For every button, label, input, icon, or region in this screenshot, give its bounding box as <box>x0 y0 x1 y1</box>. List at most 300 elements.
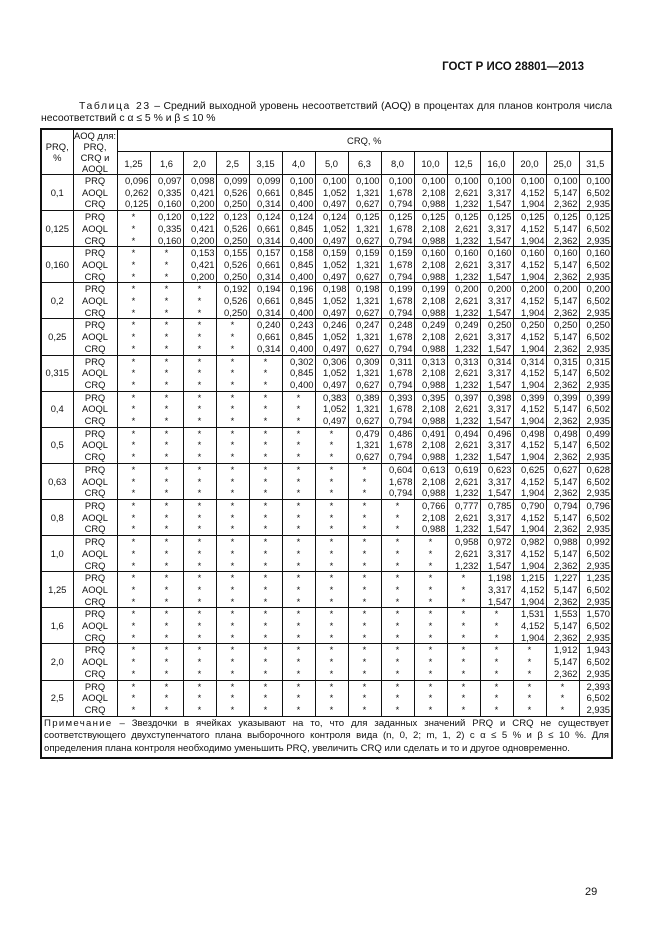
table-cell: 6,502 <box>579 620 612 632</box>
row-label: PRQ <box>73 283 117 295</box>
table-cell: * <box>414 608 447 620</box>
table-cell: * <box>150 487 183 499</box>
table-cell: 0,988 <box>414 235 447 247</box>
prq-value: 0,25 <box>41 319 73 355</box>
table-cell: * <box>315 476 348 488</box>
table-cell: * <box>150 463 183 475</box>
table-cell: 2,362 <box>546 596 579 608</box>
crq-column-header: 25,0 <box>546 152 579 175</box>
table-cell: 0,661 <box>249 187 282 199</box>
table-cell: * <box>117 391 150 403</box>
table-cell: 3,317 <box>480 512 513 524</box>
table-cell: * <box>117 608 150 620</box>
table-cell: * <box>348 499 381 511</box>
table-cell: * <box>249 403 282 415</box>
table-cell: * <box>117 499 150 511</box>
table-cell: 1,678 <box>381 367 414 379</box>
row-label: CRQ <box>84 487 106 499</box>
row-label: AOQL <box>81 692 109 704</box>
table-cell: 2,935 <box>579 704 612 716</box>
table-cell: 2,362 <box>546 379 579 391</box>
table-cell: * <box>315 451 348 463</box>
table-cell: * <box>348 548 381 560</box>
table-cell: * <box>183 499 216 511</box>
table-cell: * <box>249 608 282 620</box>
prq-value: 0,125 <box>41 211 73 247</box>
table-cell: 2,621 <box>447 259 480 271</box>
table-cell: 0,988 <box>546 536 579 548</box>
table-cell: * <box>315 499 348 511</box>
table-cell: 6,502 <box>579 331 612 343</box>
table-cell: 5,147 <box>546 548 579 560</box>
table-cell: * <box>447 656 480 668</box>
table-cell: * <box>216 403 249 415</box>
prq-value: 2,5 <box>41 680 73 716</box>
table-cell: 2,362 <box>546 487 579 499</box>
table-cell: 1,531 <box>513 608 546 620</box>
table-row <box>41 499 612 511</box>
table-cell: 0,627 <box>348 343 381 355</box>
table-cell: 0,604 <box>381 463 414 475</box>
row-label: PRQ <box>73 247 117 259</box>
table-cell: * <box>381 523 414 535</box>
row-label: CRQ <box>84 595 106 607</box>
table-cell: 0,992 <box>579 536 612 548</box>
row-label: AOQL <box>81 331 109 343</box>
table-cell: * <box>183 451 216 463</box>
table-cell: 0,199 <box>414 283 447 295</box>
table-cell: * <box>315 668 348 680</box>
row-label: AOQL <box>81 656 109 668</box>
table-cell: 0,988 <box>414 523 447 535</box>
table-cell: * <box>282 439 315 451</box>
table-cell: * <box>480 656 513 668</box>
table-cell: * <box>216 319 249 331</box>
table-cell: 0,200 <box>513 283 546 295</box>
table-row <box>41 211 612 223</box>
table-cell: * <box>414 644 447 656</box>
table-cell: 1,052 <box>315 259 348 271</box>
table-cell: * <box>282 620 315 632</box>
prq-value: 1,6 <box>41 608 73 644</box>
table-cell: 1,321 <box>348 223 381 235</box>
table-cell: * <box>150 668 183 680</box>
prq-column-header: PRQ, % <box>41 129 73 175</box>
crq-column-header: 2,0 <box>183 152 216 175</box>
table-cell: 0,972 <box>480 536 513 548</box>
table-cell: 1,678 <box>381 187 414 199</box>
table-cell: * <box>216 451 249 463</box>
table-cell: * <box>414 560 447 572</box>
table-cell: 2,108 <box>414 512 447 524</box>
table-cell: * <box>315 572 348 584</box>
table-cell: 0,794 <box>546 499 579 511</box>
table-cell: * <box>282 391 315 403</box>
table-cell: 4,152 <box>513 548 546 560</box>
table-cell: 5,147 <box>546 223 579 235</box>
table-cell: 1,547 <box>480 343 513 355</box>
table-cell: * <box>183 343 216 355</box>
table-cell: 0,399 <box>546 391 579 403</box>
table-cell: 3,317 <box>480 548 513 560</box>
table-cell: 2,621 <box>447 548 480 560</box>
crq-column-header: 4,0 <box>282 152 315 175</box>
table-cell: 3,317 <box>480 295 513 307</box>
table-cell: * <box>249 704 282 716</box>
table-cell: 0,196 <box>282 283 315 295</box>
table-cell: 0,315 <box>546 355 579 367</box>
row-label: AOQL <box>81 583 109 595</box>
table-cell: * <box>249 487 282 499</box>
table-cell: 2,108 <box>414 187 447 199</box>
crq-column-header: 2,5 <box>216 152 249 175</box>
table-cell: 2,621 <box>447 512 480 524</box>
table-cell: * <box>348 608 381 620</box>
table-cell: * <box>381 656 414 668</box>
table-cell: 2,935 <box>579 379 612 391</box>
table-cell: * <box>447 704 480 716</box>
table-cell: * <box>216 536 249 548</box>
table-cell: * <box>249 463 282 475</box>
table-cell: 0,125 <box>117 198 150 210</box>
table-cell: 4,152 <box>513 620 546 632</box>
table-cell: 0,243 <box>282 319 315 331</box>
row-label: PRQ <box>73 175 117 187</box>
table-row <box>41 476 612 488</box>
table-cell: * <box>414 536 447 548</box>
table-cell: 3,317 <box>480 367 513 379</box>
table-cell: * <box>282 584 315 596</box>
table-cell: 0,526 <box>216 223 249 235</box>
table-cell: 5,147 <box>546 439 579 451</box>
row-label: PRQ <box>73 463 117 475</box>
table-cell: * <box>249 379 282 391</box>
table-cell: 1,904 <box>513 487 546 499</box>
prq-value: 0,4 <box>41 391 73 427</box>
table-cell: 1,570 <box>579 608 612 620</box>
table-cell: 0,497 <box>315 307 348 319</box>
table-cell: * <box>414 692 447 704</box>
table-cell: * <box>117 644 150 656</box>
row-label: AOQL <box>81 295 109 307</box>
table-cell: * <box>183 319 216 331</box>
table-cell: * <box>183 283 216 295</box>
table-cell: 0,314 <box>249 198 282 210</box>
table-cell: * <box>348 680 381 692</box>
table-cell: 6,502 <box>579 548 612 560</box>
table-cell: 2,362 <box>546 198 579 210</box>
table-cell: 0,619 <box>447 463 480 475</box>
table-cell: * <box>183 331 216 343</box>
table-cell: * <box>513 692 546 704</box>
table-cell: 5,147 <box>546 259 579 271</box>
page-number: 29 <box>585 886 598 898</box>
table-cell: * <box>315 620 348 632</box>
table-cell: 2,108 <box>414 331 447 343</box>
table-cell: * <box>282 548 315 560</box>
table-row <box>41 259 612 271</box>
table-cell: 0,627 <box>348 198 381 210</box>
table-cell: 0,200 <box>183 198 216 210</box>
table-cell: 0,125 <box>414 211 447 223</box>
table-cell: * <box>117 247 150 259</box>
table-cell: 0,794 <box>381 307 414 319</box>
table-cell: 0,845 <box>282 367 315 379</box>
table-cell: * <box>150 259 183 271</box>
table-cell: 1,904 <box>513 271 546 283</box>
table-cell: 0,311 <box>381 355 414 367</box>
table-cell: * <box>249 692 282 704</box>
table-cell: 3,317 <box>480 584 513 596</box>
table-cell: 5,147 <box>546 512 579 524</box>
table-cell: * <box>150 608 183 620</box>
table-cell: 0,623 <box>480 463 513 475</box>
table-cell: * <box>480 668 513 680</box>
table-cell: 1,547 <box>480 235 513 247</box>
table-cell: 0,099 <box>216 175 249 187</box>
table-cell: 0,497 <box>315 415 348 427</box>
row-label: PRQ <box>73 572 117 584</box>
table-cell: 1,547 <box>480 560 513 572</box>
prq-value: 1,0 <box>41 536 73 572</box>
table-cell: * <box>150 476 183 488</box>
table-cell: * <box>381 512 414 524</box>
table-cell: * <box>282 499 315 511</box>
table-cell: * <box>381 596 414 608</box>
table-row <box>41 704 612 716</box>
table-cell: * <box>117 223 150 235</box>
table-cell: * <box>513 704 546 716</box>
table-row <box>41 692 612 704</box>
table-cell: 0,497 <box>315 235 348 247</box>
table-cell: * <box>216 523 249 535</box>
table-cell: 0,158 <box>282 247 315 259</box>
table-cell: * <box>216 560 249 572</box>
table-cell: * <box>117 523 150 535</box>
table-cell: * <box>150 512 183 524</box>
table-cell: * <box>216 644 249 656</box>
table-cell: * <box>249 499 282 511</box>
row-label: AOQL <box>81 547 109 559</box>
table-cell: 0,627 <box>348 271 381 283</box>
table-cell: 6,502 <box>579 584 612 596</box>
table-cell: * <box>513 668 546 680</box>
row-label: AOQL <box>81 439 109 451</box>
table-cell: * <box>414 572 447 584</box>
table-cell: * <box>282 403 315 415</box>
table-cell: * <box>348 584 381 596</box>
table-cell: * <box>315 427 348 439</box>
table-cell: 2,935 <box>579 668 612 680</box>
table-row <box>41 223 612 235</box>
table-cell: * <box>315 548 348 560</box>
table-cell: * <box>282 463 315 475</box>
table-cell: 1,678 <box>381 223 414 235</box>
table-cell: * <box>282 596 315 608</box>
table-row <box>41 198 612 210</box>
table-cell: 1,232 <box>447 415 480 427</box>
table-cell: 0,100 <box>381 175 414 187</box>
table-cell: 0,100 <box>513 175 546 187</box>
table-cell: * <box>150 523 183 535</box>
row-label: PRQ <box>73 680 117 692</box>
table-cell: * <box>447 668 480 680</box>
table-cell: 1,547 <box>480 451 513 463</box>
table-cell: * <box>117 403 150 415</box>
prq-value: 0,2 <box>41 283 73 319</box>
row-label: CRQ <box>84 234 106 246</box>
table-cell: * <box>117 584 150 596</box>
table-cell: 1,052 <box>315 331 348 343</box>
table-cell: * <box>216 620 249 632</box>
table-cell: 0,400 <box>282 343 315 355</box>
table-cell: 2,935 <box>579 560 612 572</box>
table-cell: 0,160 <box>480 247 513 259</box>
table-cell: 0,100 <box>579 175 612 187</box>
table-row <box>41 391 612 403</box>
row-label: CRQ <box>84 451 106 463</box>
table-cell: * <box>183 523 216 535</box>
note-text: – Звездочки в ячейках указывают на то, что для заданных значений PRQ и CRQ не существует соответствующего двухступенчатого плана выборочного контроля вида (n, 0, 2; m, 1, 2) с α ≤ 5 % и β ≤ 10 %. Для определения плана контроля необходимо уменьшить PRQ, увеличить CRQ или сделать и то и другое одновременно. <box>44 717 609 754</box>
table-cell: 0,250 <box>216 235 249 247</box>
table-cell: * <box>117 211 150 223</box>
table-cell: * <box>315 608 348 620</box>
table-cell: 0,794 <box>381 343 414 355</box>
table-cell: * <box>150 307 183 319</box>
table-cell: 0,400 <box>282 271 315 283</box>
table-cell: * <box>150 451 183 463</box>
table-row <box>41 343 612 355</box>
table-cell: 4,152 <box>513 259 546 271</box>
table-cell: 0,766 <box>414 499 447 511</box>
table-cell: * <box>546 704 579 716</box>
table-cell: 5,147 <box>546 187 579 199</box>
table-cell: 0,400 <box>282 307 315 319</box>
table-cell: 0,100 <box>348 175 381 187</box>
table-cell: * <box>183 644 216 656</box>
table-cell: * <box>150 247 183 259</box>
table-cell: 2,108 <box>414 295 447 307</box>
table-cell: 0,794 <box>381 487 414 499</box>
table-row <box>41 644 612 656</box>
table-cell: * <box>381 584 414 596</box>
row-label: PRQ <box>73 427 117 439</box>
table-cell: 0,248 <box>381 319 414 331</box>
table-cell: * <box>150 367 183 379</box>
table-cell: * <box>513 644 546 656</box>
table-cell: 0,200 <box>546 283 579 295</box>
table-cell: * <box>348 704 381 716</box>
table-cell: 0,661 <box>249 295 282 307</box>
table-cell: 0,397 <box>447 391 480 403</box>
table-cell: 0,988 <box>414 451 447 463</box>
table-cell: * <box>249 656 282 668</box>
table-cell: * <box>381 608 414 620</box>
table-cell: * <box>480 692 513 704</box>
row-label: AOQL <box>81 403 109 415</box>
table-row <box>41 403 612 415</box>
table-cell: * <box>513 680 546 692</box>
table-cell: * <box>150 560 183 572</box>
table-cell: 0,315 <box>579 355 612 367</box>
table-cell: * <box>381 632 414 644</box>
table-cell: 1,904 <box>513 415 546 427</box>
table-cell: * <box>183 632 216 644</box>
table-cell: 0,246 <box>315 319 348 331</box>
table-cell: 1,943 <box>579 644 612 656</box>
table-cell: * <box>282 536 315 548</box>
table-cell: * <box>414 704 447 716</box>
table-cell: * <box>315 584 348 596</box>
table-cell: 0,790 <box>513 499 546 511</box>
table-cell: * <box>150 632 183 644</box>
table-cell: * <box>117 692 150 704</box>
table-cell: * <box>183 295 216 307</box>
table-cell: 2,362 <box>546 523 579 535</box>
table-cell: 0,155 <box>216 247 249 259</box>
table-cell: * <box>381 692 414 704</box>
aoq-column-header: AOQ для: PRQ, CRQ и AOQL <box>73 130 117 174</box>
table-cell: 0,845 <box>282 331 315 343</box>
table-row <box>41 247 612 259</box>
row-label: CRQ <box>84 631 106 643</box>
table-cell: 0,628 <box>579 463 612 475</box>
table-cell: * <box>183 608 216 620</box>
table-cell: 0,988 <box>414 487 447 499</box>
table-cell: 1,678 <box>381 331 414 343</box>
table-cell: 6,502 <box>579 187 612 199</box>
aoq-table <box>40 128 613 759</box>
table-cell: 2,935 <box>579 596 612 608</box>
row-label: PRQ <box>73 391 117 403</box>
table-cell: * <box>282 523 315 535</box>
table-cell: * <box>315 632 348 644</box>
table-cell: * <box>117 668 150 680</box>
prq-value: 0,1 <box>41 175 73 211</box>
table-cell: * <box>348 620 381 632</box>
table-cell: * <box>414 548 447 560</box>
crq-column-header: 20,0 <box>513 152 546 175</box>
row-label: CRQ <box>84 306 106 318</box>
table-cell: 4,152 <box>513 187 546 199</box>
table-cell: 4,152 <box>513 367 546 379</box>
table-cell: * <box>150 271 183 283</box>
table-cell: * <box>282 704 315 716</box>
table-cell: * <box>447 608 480 620</box>
table-cell: * <box>150 295 183 307</box>
table-cell: 0,627 <box>348 451 381 463</box>
table-cell: 0,400 <box>282 379 315 391</box>
table-cell: * <box>117 487 150 499</box>
table-cell: * <box>282 668 315 680</box>
table-cell: * <box>216 476 249 488</box>
table-row <box>41 427 612 439</box>
table-cell: 0,100 <box>546 175 579 187</box>
table-cell: * <box>117 704 150 716</box>
table-note <box>41 716 612 758</box>
table-cell: 1,904 <box>513 451 546 463</box>
table-cell: 0,098 <box>183 175 216 187</box>
table-cell: * <box>249 560 282 572</box>
table-cell: 1,232 <box>447 198 480 210</box>
table-cell: 0,314 <box>480 355 513 367</box>
table-cell: * <box>150 548 183 560</box>
table-cell: * <box>249 644 282 656</box>
table-cell: * <box>315 560 348 572</box>
table-cell: * <box>183 391 216 403</box>
table-cell: 0,845 <box>282 223 315 235</box>
table-cell: * <box>150 343 183 355</box>
